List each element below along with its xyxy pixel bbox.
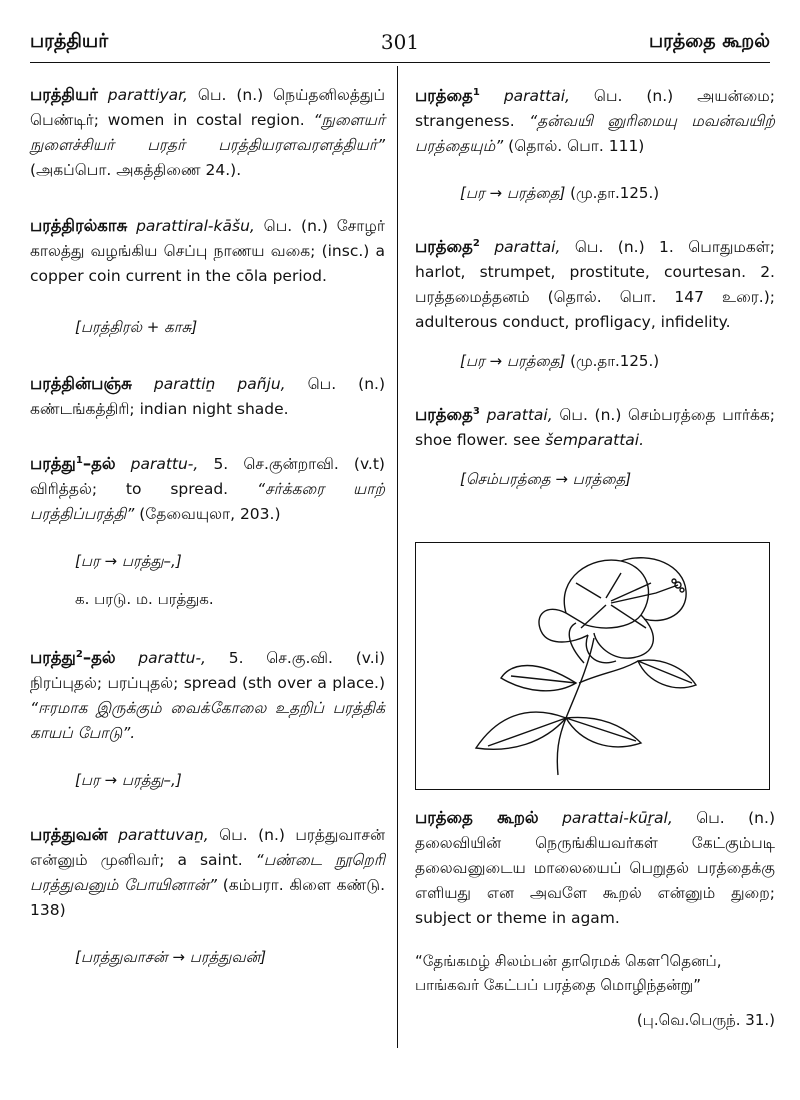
cognates: க. பரடு. ம. பரத்துக. [75,590,214,609]
definition: 5. செ.குன்றாவி. (v.t) விரித்தல்; to spread. [30,455,385,499]
citation-source: (தொல். பொ. 111) [508,137,645,156]
dictionary-entry [30,371,385,422]
headword-suffix: –தல் [82,454,116,474]
cross-reference: šemparattai. [545,431,645,450]
quotation: “பண்டை நூறெரி பரத்துவனும் போயினான்” [30,851,385,895]
dictionary-entry [30,822,385,969]
headword-suffix: –தல் [82,648,116,668]
headword: பரத்திரல்காசு [30,216,128,235]
etymology: [பரத்திரல் + காசு] [75,318,198,336]
definition: பெ. (n.) பரத்துவாசன் என்னும் முனிவர்; a saint. [30,826,385,870]
transliteration: parattuvaṉ, [118,826,209,845]
dictionary-entry [30,448,385,612]
transliteration: parattu-, [130,455,199,474]
sense-number: 1 [472,87,480,98]
quotation: “நுளையர் நுளைச்சியர் பரதர் பரத்தியரளவரளத்தியர்” [30,111,385,154]
column-divider [397,66,398,1048]
hibiscus-illustration [415,542,770,790]
quotation: “தன்வயி னுரிமையு மவன்வயிற் பரத்தையும்” [415,112,775,156]
header-rule [30,62,770,63]
transliteration: parattiral-kāšu, [136,217,255,235]
transliteration: parattai, [486,406,553,425]
headword: பரத்து [30,648,76,668]
headword: பரத்தின்பஞ்சு [30,374,132,393]
definition: பெ. (n.) அயன்மை; strangeness. [415,87,775,131]
definition: பெ. (n.) 1. பொதுமகள்; harlot, strumpet, prostitute, courtesan. 2. பரத்தமைத்தனம் (தொல். பொ. 147 உரை.); adulterous conduct, profligacy, infidelity. [415,238,775,332]
left-column [30,80,385,969]
citation-source: (தேவையுலா, 203.) [139,505,281,524]
dictionary-entry [30,642,385,792]
etymology: [செம்பரத்தை → பரத்தை] [460,470,632,489]
etymology: [பர → பரத்து–,] [75,552,182,571]
etymology: [பர → பரத்து–,] [75,771,182,790]
transliteration: parattai, [503,87,570,106]
right-column-lower [415,805,775,1031]
headword: பரத்துவன் [30,825,108,845]
sense-number: 1 [75,455,83,466]
transliteration: parattai-kūṟal, [562,809,673,827]
definition: பெ. (n.) செம்பரத்தை பார்க்க; shoe flower. see [415,406,775,450]
headword: பரத்தை [415,86,473,106]
headword: பரத்தியர் [30,85,98,104]
etymology-reference: (மு.தா.125.) [570,184,660,203]
etymology-text: [பர → பரத்தை] [460,184,566,203]
dictionary-entry [415,399,775,491]
citation-source: (அகப்பொ. அகத்திணை 24.). [30,161,242,179]
definition: 5. செ.கு.வி. (v.i) நிரப்புதல்; பரப்புதல்; spread (sth over a place.) [30,649,385,693]
header-guide-word-right: பரத்தை கூறல் [648,30,770,52]
sense-number: 2 [75,649,83,661]
definition: பெ. (n.) கண்டங்கத்திரி; indian night shade. [30,375,385,418]
dictionary-entry [415,805,775,931]
dictionary-entry [415,231,775,373]
quotation: “ஈரமாக இருக்கும் வைக்கோலை உதறிப் பரத்திக் காயப் போடு”. [30,699,385,743]
right-column [415,80,775,491]
sense-number: 3 [472,406,480,418]
definition: பெ. (n.) நெய்தனிலத்துப் பெண்டிர்; women in costal region. [30,86,385,129]
citation-source: (கம்பரா. கிளை கண்டு. 138) [30,876,386,920]
page-number: 301 [380,30,420,54]
sense-number: 2 [472,238,480,250]
dictionary-entry [415,80,775,205]
etymology: [பரத்துவாசன் → பரத்துவன்] [75,948,267,967]
definition: பெ. (n.) தலைவியின் நெருங்கியவர்கள் கேட்கும்படி தலைவனுடைய மாலையைப் பெறுதல் பரத்தைக்கு எளியது என அவளே கூறல் என்னும் துறை; subject or theme in agam. [415,809,775,927]
headword: பரத்தை கூறல் [415,808,539,827]
transliteration: parattiyar, [107,86,188,104]
transliteration: parattiṉ pañju, [153,375,286,393]
headword: பரத்தை [415,237,473,257]
dictionary-entry [30,82,385,183]
transliteration: parattai, [494,238,561,257]
etymology-text: [பர → பரத்தை] [460,352,566,371]
etymology [415,349,775,373]
definition: பெ. (n.) சோழர் காலத்து வழங்கிய செப்பு நாணய வகை; (insc.) a copper coin current in the cōla period. [30,217,385,285]
flower-drawing [416,543,768,788]
citation-source: (பு.வெ.பெருந். 31.) [636,1011,775,1029]
transliteration: parattu-, [138,649,206,668]
page-header [30,30,770,60]
header-guide-word-left: பரத்தியர் [30,30,109,52]
headword: பரத்தை [415,405,473,425]
etymology-reference: (மு.தா.125.) [570,352,660,371]
headword: பரத்து [30,454,76,474]
etymology [415,181,775,205]
verse-quotation: “தேங்கமழ் சிலம்பன் தாரெமக் கௌிதெனப், பாங்கவர் கேட்பப் பரத்தை மொழிந்தன்று” [415,952,722,994]
quotation: “சர்க்கரை யாற் பரத்திப்பரத்தி” [30,480,385,524]
dictionary-entry [30,213,385,339]
